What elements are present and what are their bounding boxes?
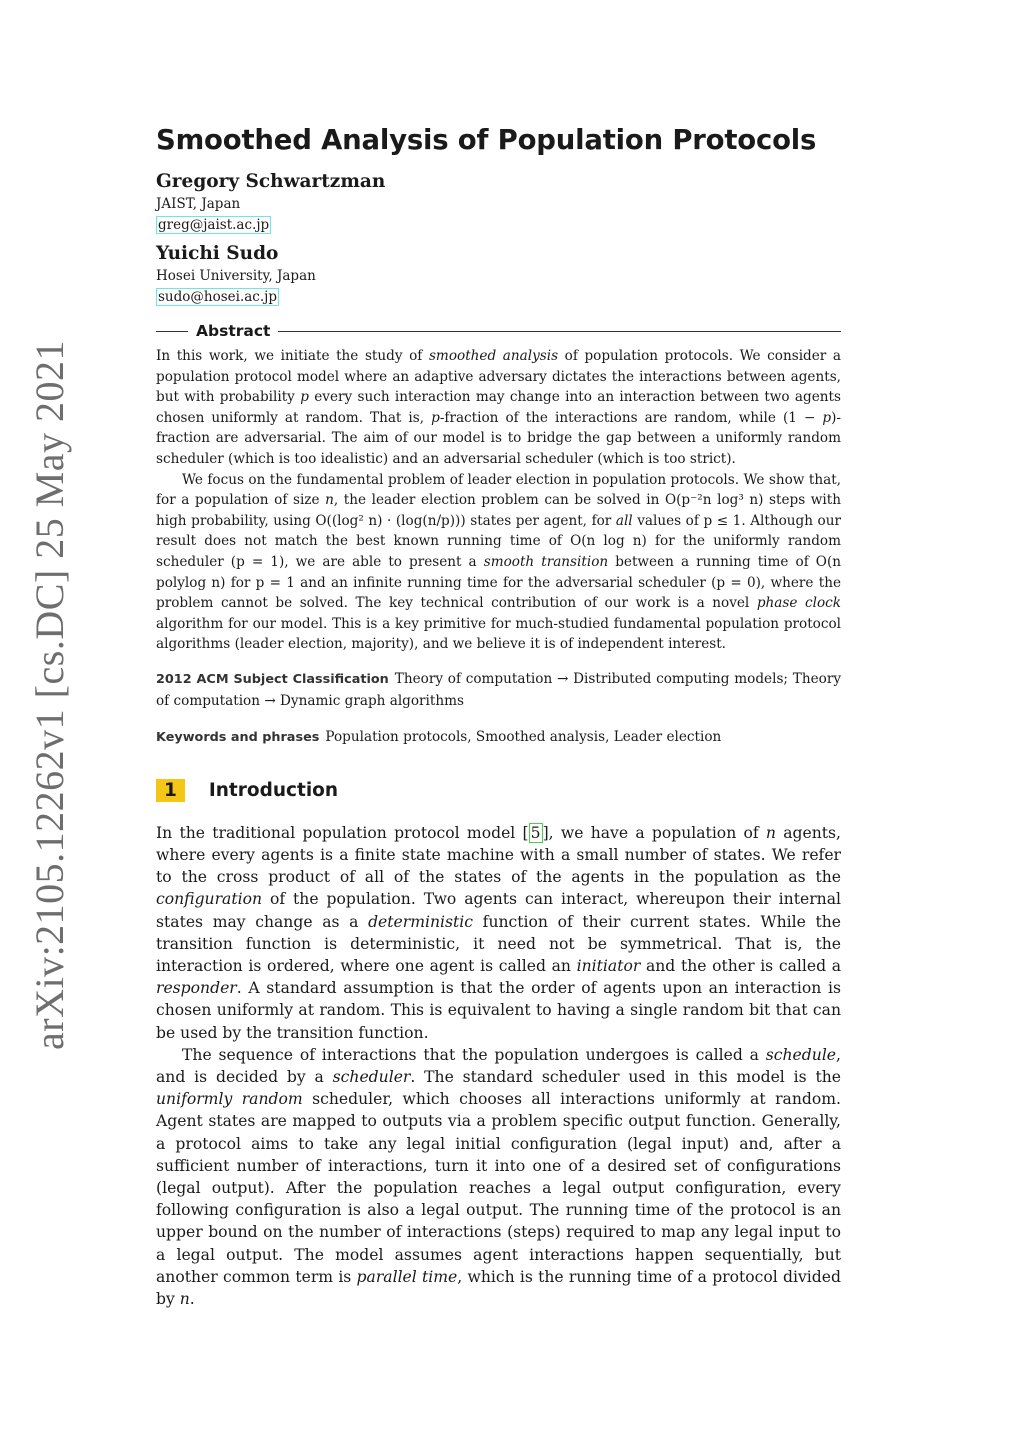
keywords [156,727,841,749]
abstract-heading-label: Abstract [196,322,271,340]
author-2 [156,242,841,306]
intro-paragraph-2: The sequence of interactions that the population undergoes is called a schedule, and is decided by a scheduler. The standard scheduler used in this model is the uniformly random scheduler, which chooses all interactions uniformly at random. Agent states are mapped to outputs via a problem specific output function. Generally, a protocol aims to take any legal initial configuration (legal input) and, after a sufficient number of interactions, turn it into one of a desired set of configurations (legal output). After the population reaches a legal output configuration, every following configuration is also a legal output. The running time of the protocol is an upper bound on the number of interactions (steps) required to map any legal input to a legal output. The model assumes agent interactions happen sequentially, but another common term is parallel time, which is the running time of a protocol divided by n. [156,1045,841,1308]
keywords-text: Population protocols, Smoothed analysis, Leader election [325,729,722,746]
keywords-heading: Keywords and phrases [156,730,320,746]
acm-heading: 2012 ACM Subject Classification [156,671,389,687]
paper-title: Smoothed Analysis of Population Protocols [156,124,817,156]
section-number: 1 [156,779,185,802]
acm-classification [156,669,841,711]
acm-text: Theory of computation → Distributed computing models; Theory of computation → Dynamic graph algorithms [156,670,841,709]
abstract-heading [156,322,841,340]
abstract-paragraph-2: We focus on the fundamental problem of leader election in population protocols. We show that, for a population of size n, the leader election problem can be solved in O(p⁻²n log³ n) steps with high probability, using O((log² n) · (log(n/p))) states per agent, for all values of p ≤ 1. Although our result does not match the best known running time of O(n log n) for the uniformly random scheduler (p = 1), we are able to present a smooth transition between a running time of O(n polylog n) for p = 1 and an infinite running time for the adversarial scheduler (p = 0), where the problem cannot be solved. The key technical contribution of our work is a novel phase clock algorithm for our model. This is a key primitive for much-studied fundamental population protocol algorithms (leader election, majority), and we believe it is of independent interest. [156,471,841,653]
author-affiliation: Hosei University, Japan [156,268,316,284]
paper-page [156,124,841,1310]
author-affiliation: JAIST, Japan [156,196,241,212]
divider [156,331,188,332]
author-email-link[interactable]: greg@jaist.ac.jp [158,217,270,233]
author-name: Gregory Schwartzman [156,171,386,192]
abstract-paragraph-1: In this work, we initiate the study of smoothed analysis of population protocols. We consider a population protocol model where an adaptive adversary dictates the interactions between agents, but with probability p every such interaction may change into an interaction between two agents chosen uniformly at random. That is, p-fraction of the interactions are random, while (1 − p)-fraction are adversarial. The aim of our model is to bridge the gap between a uniformly random scheduler (which is too idealistic) and an adversarial scheduler (which is too strict). [156,348,842,467]
author-name: Yuichi Sudo [156,243,279,264]
section-title: Introduction [208,779,339,801]
intro-paragraph-1: In the traditional population protocol model [ 5 ], we have a population of n agents, where every agents is a finite state machine with a small number of states. We refer to the cross product of all of the states of the agents in the population as the configuration of the population. Two agents can interact, whereupon their internal states may change as a deterministic function of their current states. While the transition function is deterministic, it need not be symmetrical. That is, the interaction is ordered, where one agent is called an initiator and the other is called a responder. A standard assumption is that the order of agents upon an interaction is chosen uniformly at random. This is equivalent to having a single random bit that can be used by the transition function. [156,823,842,1042]
citation-link[interactable]: 5 [530,823,541,842]
section-heading [156,779,841,802]
arxiv-sidebar-stamp: arXiv:2105.12262v1 [cs.DC] 25 May 2021 [27,339,72,1050]
divider [278,331,841,332]
author-1 [156,170,841,234]
author-email-link[interactable]: sudo@hosei.ac.jp [158,289,277,305]
